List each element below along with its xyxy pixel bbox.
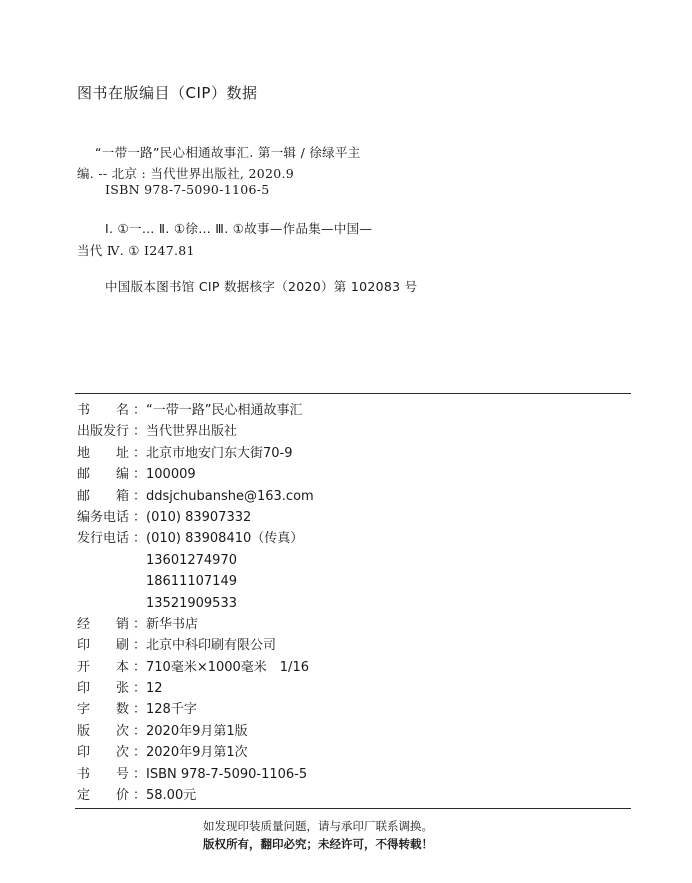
info-label: [77, 742, 146, 763]
info-value: 100009: [146, 467, 196, 483]
info-label-text: 定 价: [77, 788, 130, 804]
info-label: [77, 699, 146, 720]
info-row: [77, 699, 314, 720]
divider-top: [75, 393, 631, 394]
info-label-blank: [77, 550, 146, 571]
info-label: [77, 614, 146, 635]
info-label-colon: ：: [132, 638, 146, 654]
info-label-text: 书 名: [77, 403, 130, 418]
info-row: [77, 421, 314, 442]
info-label-colon: ：: [132, 681, 146, 697]
info-row: [77, 742, 314, 763]
info-label-colon: ：: [132, 745, 146, 761]
info-label-colon: ：: [132, 509, 146, 525]
info-label-colon: ：: [132, 766, 146, 782]
info-label-text: 邮 编: [77, 467, 130, 483]
info-value: 710毫米×1000毫米 1/16: [146, 659, 309, 675]
info-label-text: 印 刷: [77, 638, 130, 654]
info-label: [77, 443, 146, 464]
info-value: 128千字: [146, 702, 197, 718]
footer-notice: 如发现印装质量问题，请与承印厂联系调换。: [203, 819, 433, 833]
info-label-colon: ：: [132, 467, 146, 483]
info-label-colon: ：: [132, 445, 146, 461]
cip-line-publisher: 编. -- 北京 : 当代世界出版社, 2020.9: [77, 166, 295, 181]
cip-line-isbn: ISBN 978-7-5090-1106-5: [105, 182, 270, 197]
info-value: 12: [146, 681, 163, 697]
info-row: [77, 571, 314, 592]
info-row: [77, 657, 314, 678]
info-label-blank: [77, 593, 146, 614]
cip-line-classification-cont: 当代 Ⅳ. ① I247.81: [77, 243, 195, 258]
info-row: [77, 635, 314, 656]
cip-heading: 图书在版编目（CIP）数据: [77, 84, 258, 102]
info-label-text: 版 次: [77, 723, 130, 739]
info-row: [77, 443, 314, 464]
info-row: [77, 764, 314, 785]
info-value: 18611107149: [146, 574, 237, 590]
info-label-text: 地 址: [77, 445, 130, 461]
info-label-text: 出版发行: [77, 424, 130, 440]
info-row: [77, 550, 314, 571]
info-value: ddsjchubanshe@163.com: [146, 488, 314, 504]
info-label: [77, 657, 146, 678]
info-value: 2020年9月第1次: [146, 745, 248, 761]
info-row: [77, 528, 314, 549]
info-label-text: 开 本: [77, 659, 130, 675]
info-value: (010) 83907332: [146, 509, 252, 525]
info-label-blank: [77, 571, 146, 592]
info-label-colon: ：: [132, 403, 146, 418]
info-label: [77, 678, 146, 699]
info-label-text: 印 次: [77, 745, 130, 761]
info-label-colon: ：: [132, 659, 146, 675]
info-row: [77, 678, 314, 699]
info-label-text: 编务电话: [77, 509, 130, 525]
info-label-text: 印 张: [77, 681, 130, 697]
info-label: [77, 486, 146, 507]
info-value: 2020年9月第1版: [146, 723, 248, 739]
divider-bottom: [75, 808, 631, 809]
info-label-text: 经 销: [77, 616, 130, 632]
info-label: [77, 764, 146, 785]
info-label-text: 字 数: [77, 702, 130, 718]
info-row: [77, 464, 314, 485]
info-label-text: 书 号: [77, 766, 130, 782]
cip-line-classification: Ⅰ. ①一… Ⅱ. ①徐… Ⅲ. ①故事—作品集—中国—: [105, 221, 373, 236]
cip-line-record-number: 中国版本图书馆 CIP 数据核字（2020）第 102083 号: [105, 279, 418, 294]
info-row: [77, 593, 314, 614]
info-label: [77, 785, 146, 806]
info-value: ISBN 978-7-5090-1106-5: [146, 766, 308, 782]
info-value: 北京中科印刷有限公司: [146, 638, 277, 654]
info-label: [77, 635, 146, 656]
info-row: [77, 400, 314, 421]
info-label-colon: ：: [132, 723, 146, 739]
info-label: [77, 464, 146, 485]
info-label-colon: ：: [132, 702, 146, 718]
info-row: [77, 721, 314, 742]
info-label: [77, 421, 146, 442]
info-value: “一带一路”民心相通故事汇: [146, 403, 303, 418]
info-value: 当代世界出版社: [146, 424, 238, 440]
info-label: [77, 400, 146, 421]
info-label-colon: ：: [132, 531, 146, 547]
info-value: 北京市地安门东大街70-9: [146, 445, 293, 461]
info-row: [77, 614, 314, 635]
publication-info: [77, 400, 314, 806]
cip-line-title: “一带一路”民心相通故事汇. 第一辑 / 徐绿平主: [95, 145, 361, 160]
info-label: [77, 528, 146, 549]
info-label-colon: ：: [132, 788, 146, 804]
info-row: [77, 785, 314, 806]
info-label-colon: ：: [132, 424, 146, 440]
info-value: 13521909533: [146, 595, 237, 611]
footer-copyright: 版权所有，翻印必究；未经许可，不得转载！: [203, 837, 433, 851]
info-label-colon: ：: [132, 488, 146, 504]
info-label: [77, 721, 146, 742]
info-row: [77, 486, 314, 507]
info-value: (010) 83908410（传真）: [146, 531, 304, 547]
info-label-text: 邮 箱: [77, 488, 130, 504]
info-label-text: 发行电话: [77, 531, 130, 547]
info-label-colon: ：: [132, 616, 146, 632]
info-value: 58.00元: [146, 788, 197, 804]
info-row: [77, 507, 314, 528]
info-value: 新华书店: [146, 616, 199, 632]
info-value: 13601274970: [146, 552, 237, 568]
info-label: [77, 507, 146, 528]
